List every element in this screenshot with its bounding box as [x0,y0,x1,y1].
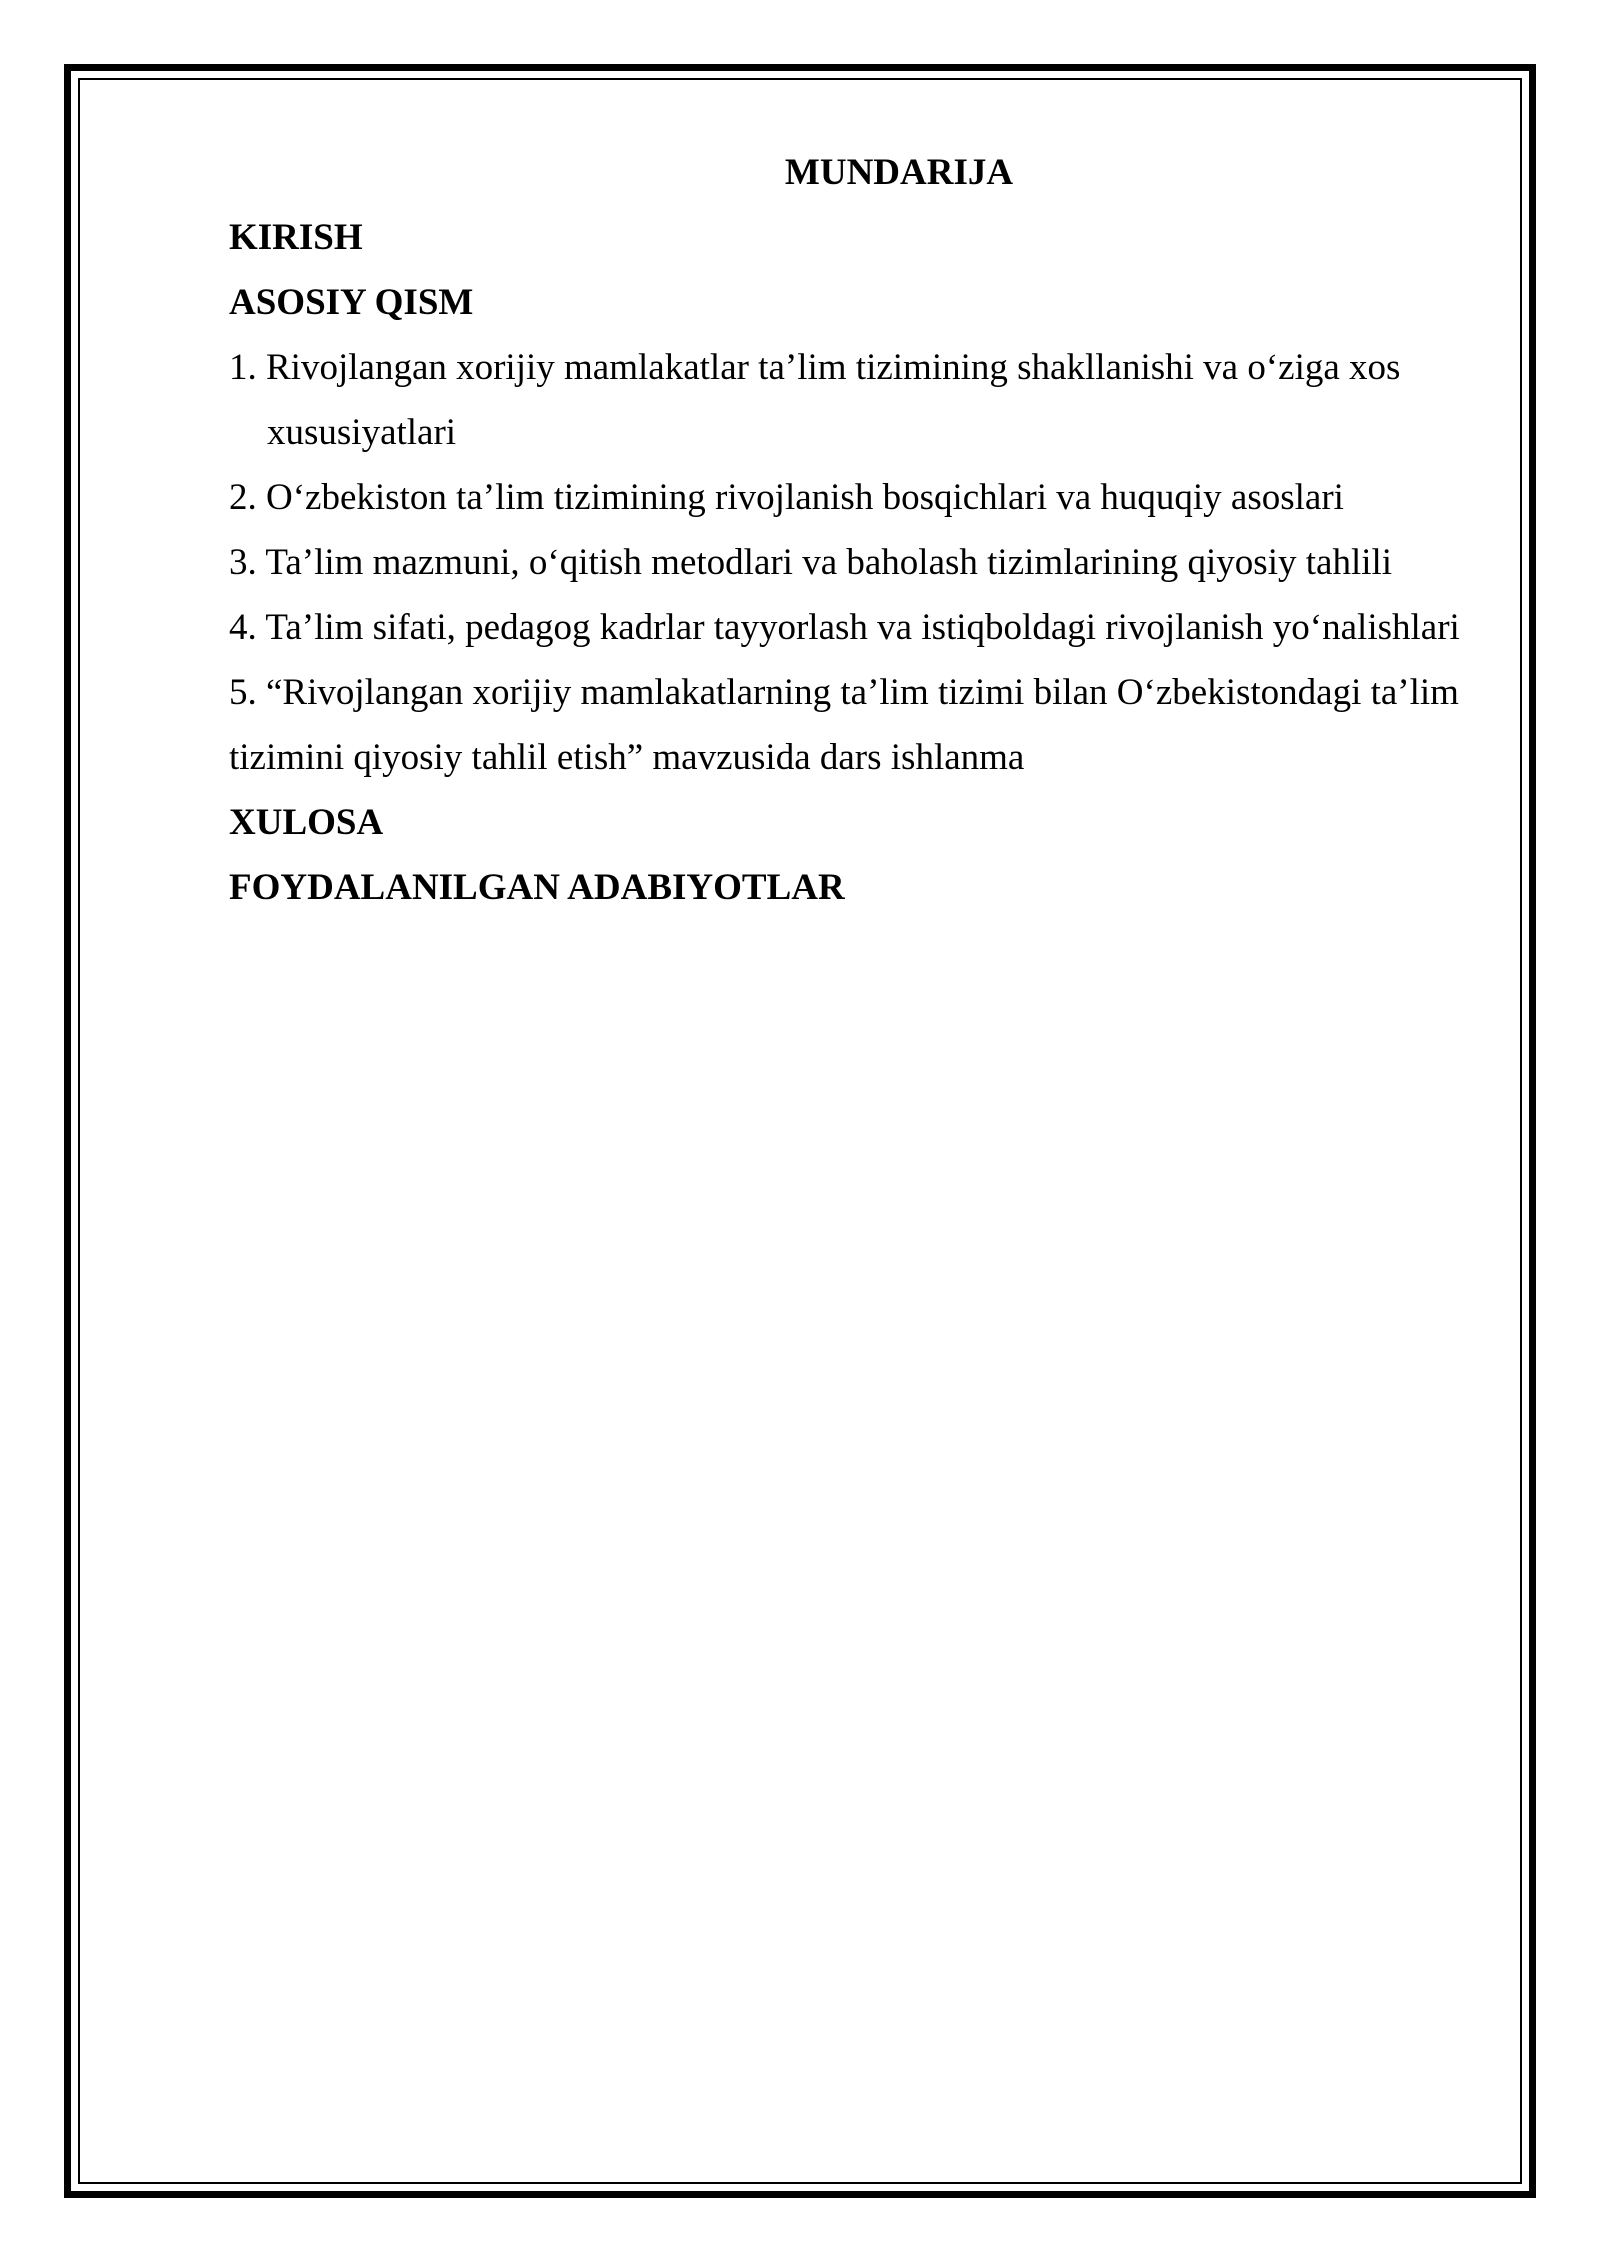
toc-item-5-line-2: tizimini qiyosiy tahlil etish” mavzusida dars ishlanma [229,737,1025,778]
toc-item-5-line-1: 5. “Rivojlangan xorijiy mamlakatlarning ta’lim tizimi bilan O‘zbekistondagi ta’lim [229,672,1459,713]
toc-item-4: 4. Ta’lim sifati, pedagog kadrlar tayyorlash va istiqboldagi rivojlanish yo‘nalishlari [229,607,1460,648]
toc-heading-intro: KIRISH [229,217,363,258]
toc-item-3: 3. Ta’lim mazmuni, o‘qitish metodlari va baholash tizimlarining qiyosiy tahlili [229,542,1393,583]
toc-heading-references: FOYDALANILGAN ADABIYOTLAR [229,867,845,908]
toc-item-5 [229,660,1489,790]
toc-item-2: 2. O‘zbekiston ta’lim tizimining rivojlanish bosqichlari va huquqiy asoslari [229,477,1344,518]
toc-item-1-line-2: xususiyatlari [267,412,457,453]
toc-heading-conclusion: XULOSA [229,802,384,843]
toc-title: MUNDARIJA [784,152,1014,193]
toc-item-1-line-1: 1. Rivojlangan xorijiy mamlakatlar ta’lim tizimining shakllanishi va o‘ziga xos [229,347,1401,388]
table-of-contents [229,140,1489,920]
toc-item-1 [229,335,1489,465]
toc-heading-main-part: ASOSIY QISM [229,282,474,323]
